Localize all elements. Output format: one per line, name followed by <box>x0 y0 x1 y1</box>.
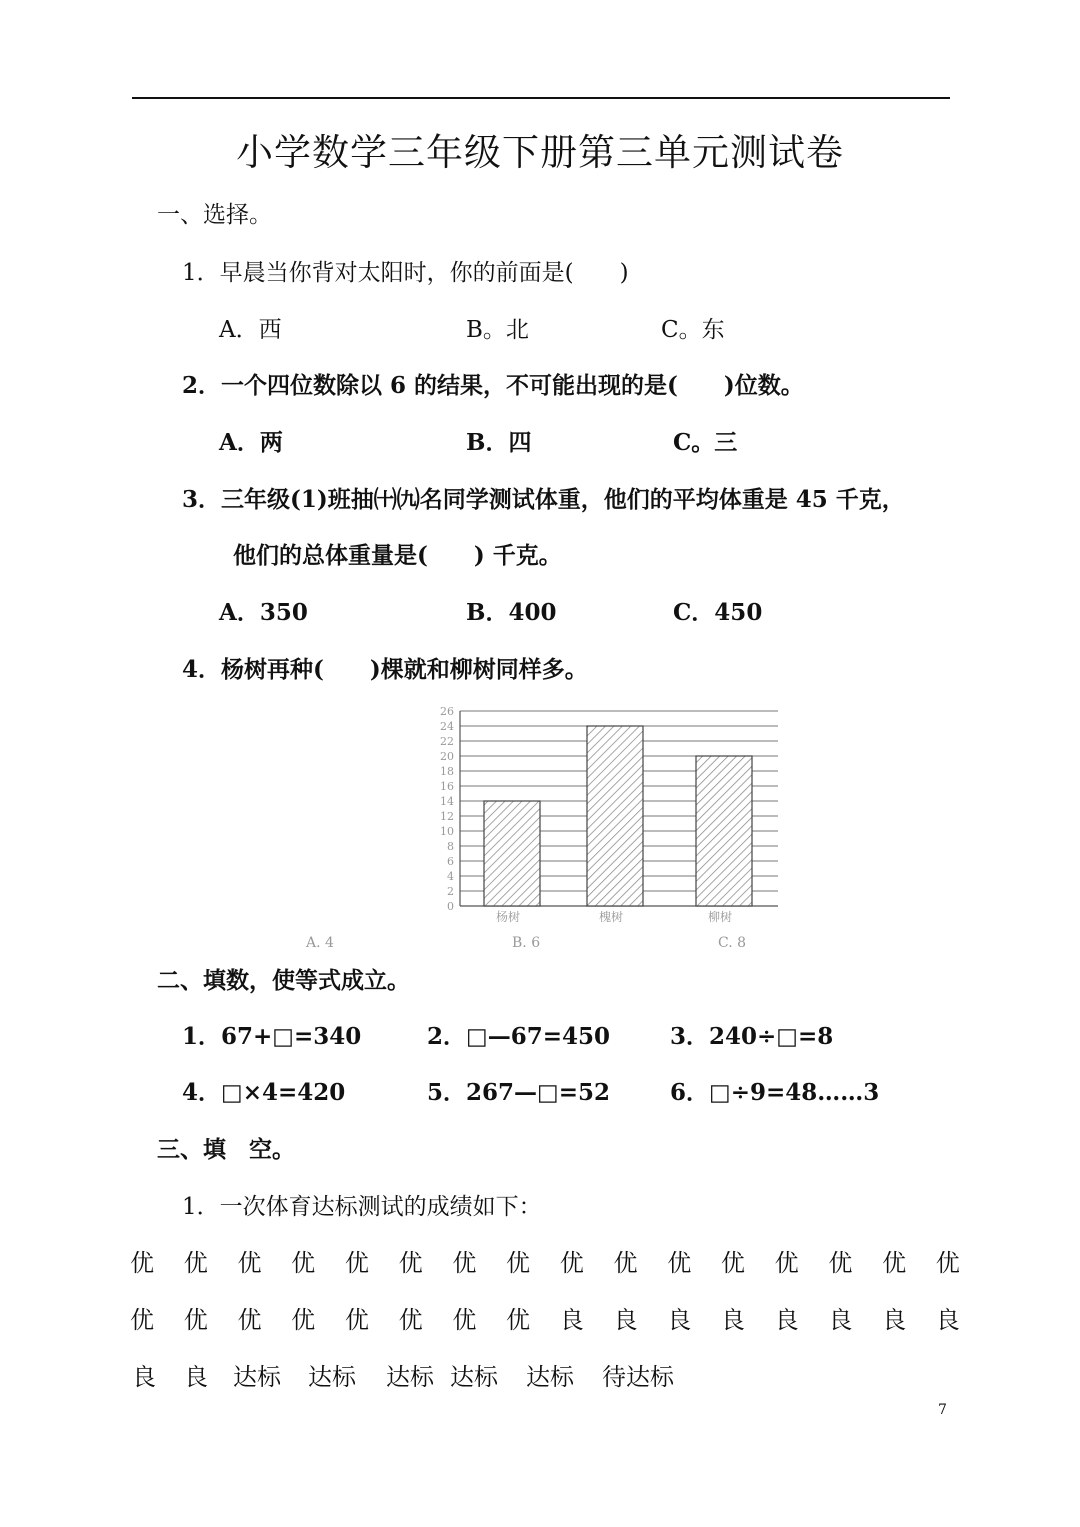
q1-option-a: A．西 <box>219 317 282 343</box>
q1-option-b: B。北 <box>466 317 529 343</box>
fill-item-1: 1．67+□=340 <box>182 1023 362 1050</box>
grade-cell: 达标 <box>526 1363 574 1391</box>
grades-row-2 <box>130 1305 960 1335</box>
grade-cell: 优 <box>237 1249 262 1277</box>
q4-option-a: A. 4 <box>306 935 334 951</box>
grade-cell: 优 <box>452 1306 477 1334</box>
grade-cell: 优 <box>291 1249 316 1277</box>
grade-cell: 良 <box>720 1306 745 1334</box>
y-tick-label: 24 <box>440 720 454 733</box>
page-number: 7 <box>938 1402 947 1418</box>
q3-stem-line1: 3．三年级(1)班抽㈩㈨名同学测试体重，他们的平均体重是 45 千克， <box>182 486 905 513</box>
y-tick-label: 20 <box>440 750 454 763</box>
q2-option-a: A．两 <box>219 429 283 456</box>
q1-stem: 1．早晨当你背对太阳时，你的前面是( ) <box>182 260 629 286</box>
q4-option-b: B. 6 <box>512 935 541 951</box>
grade-cell: 优 <box>452 1249 477 1277</box>
grade-cell: 良 <box>132 1363 156 1391</box>
q4-option-c: C. 8 <box>718 935 747 951</box>
y-tick-label: 4 <box>447 870 454 883</box>
section3-q1: 1．一次体育达标测试的成绩如下： <box>182 1194 542 1220</box>
q4-stem: 4．杨树再种( )棵就和柳树同样多。 <box>182 656 588 683</box>
section3-heading: 三、填 空。 <box>157 1136 295 1163</box>
y-tick-label: 10 <box>440 825 454 838</box>
grade-cell: 优 <box>183 1306 208 1334</box>
y-tick-label: 26 <box>440 705 454 718</box>
grade-cell: 优 <box>130 1249 154 1277</box>
q3-option-a: A．350 <box>219 599 308 626</box>
q2-stem: 2．一个四位数除以 6 的结果，不可能出现的是( )位数。 <box>182 372 804 399</box>
bar-chart-svg <box>300 700 790 950</box>
grade-cell: 达标 <box>233 1363 281 1391</box>
q3-stem-line2: 他们的总体重量是( ) 千克。 <box>233 542 562 569</box>
grade-cell: 优 <box>828 1249 853 1277</box>
grade-cell: 良 <box>882 1306 907 1334</box>
grade-cell: 良 <box>613 1306 638 1334</box>
y-tick-label: 12 <box>440 810 454 823</box>
bar-3 <box>696 756 752 906</box>
grade-cell: 良 <box>559 1306 584 1334</box>
grade-cell: 良 <box>828 1306 853 1334</box>
grade-cell: 达标 <box>308 1363 356 1391</box>
grade-cell: 良 <box>184 1363 208 1391</box>
bar-1 <box>484 801 540 906</box>
section2-heading: 二、填数，使等式成立。 <box>157 967 410 994</box>
top-rule <box>132 97 950 99</box>
grade-cell: 优 <box>506 1306 531 1334</box>
grade-cell: 优 <box>398 1249 423 1277</box>
grade-cell: 优 <box>667 1249 692 1277</box>
grade-cell: 优 <box>344 1306 369 1334</box>
grade-cell: 达标 <box>450 1363 498 1391</box>
y-tick-label: 14 <box>440 795 454 808</box>
grade-cell: 优 <box>398 1306 423 1334</box>
y-tick-label: 16 <box>440 780 454 793</box>
grade-cell: 达标 <box>386 1363 434 1391</box>
grade-cell: 优 <box>237 1306 262 1334</box>
x-tick-label: 杨树 <box>495 910 521 924</box>
section1-heading: 一、选择。 <box>157 202 272 228</box>
q3-option-c: C．450 <box>673 599 763 626</box>
grade-cell: 优 <box>935 1249 960 1277</box>
grades-row-1 <box>130 1248 960 1278</box>
grade-cell: 优 <box>559 1249 584 1277</box>
grade-cell: 良 <box>935 1306 960 1334</box>
y-tick-label: 2 <box>447 885 454 898</box>
grade-cell: 优 <box>130 1306 154 1334</box>
x-tick-label: 柳树 <box>707 910 733 924</box>
x-tick-label: 槐树 <box>598 910 624 924</box>
grade-cell: 待达标 <box>602 1363 674 1391</box>
fill-item-5: 5．267—□=52 <box>427 1079 611 1106</box>
grade-cell: 优 <box>344 1249 369 1277</box>
q2-option-b: B．四 <box>466 429 532 456</box>
fill-item-2: 2．□—67=450 <box>427 1023 611 1050</box>
grade-cell: 优 <box>882 1249 907 1277</box>
y-tick-label: 0 <box>447 900 454 913</box>
grade-cell: 优 <box>291 1306 316 1334</box>
y-tick-label: 8 <box>447 840 454 853</box>
bar-2 <box>587 726 643 906</box>
grade-cell: 良 <box>774 1306 799 1334</box>
fill-item-6: 6．□÷9=48……3 <box>670 1079 880 1106</box>
grade-cell: 优 <box>774 1249 799 1277</box>
bar-chart <box>300 700 790 950</box>
q1-option-c: C。东 <box>661 317 725 343</box>
y-tick-label: 22 <box>440 735 454 748</box>
fill-item-4: 4．□×4=420 <box>182 1079 346 1106</box>
grade-cell: 优 <box>506 1249 531 1277</box>
grade-cell: 优 <box>720 1249 745 1277</box>
q2-option-c: C。三 <box>673 429 738 456</box>
y-tick-label: 18 <box>440 765 454 778</box>
grade-cell: 良 <box>667 1306 692 1334</box>
y-tick-label: 6 <box>447 855 454 868</box>
fill-item-3: 3．240÷□=8 <box>670 1023 834 1050</box>
page-title: 小学数学三年级下册第三单元测试卷 <box>236 131 844 174</box>
grade-cell: 优 <box>613 1249 638 1277</box>
grade-cell: 优 <box>183 1249 208 1277</box>
q3-option-b: B．400 <box>466 599 557 626</box>
